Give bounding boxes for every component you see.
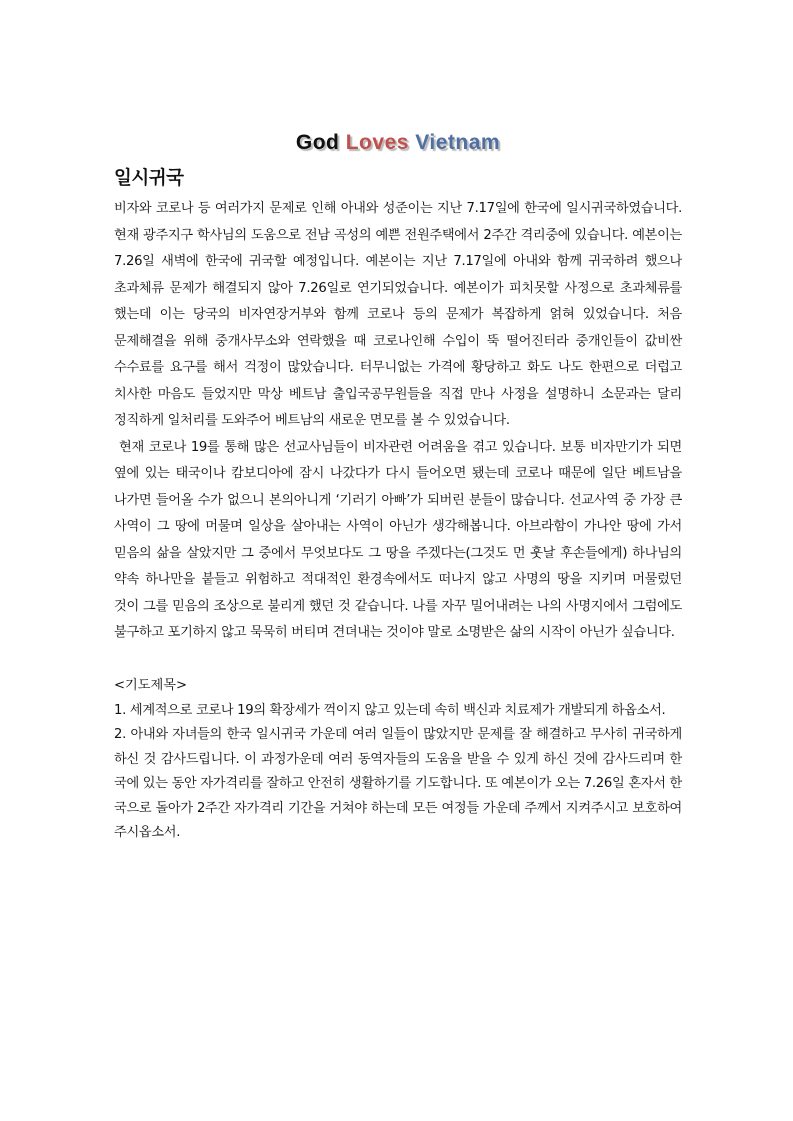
body-paragraph-1: 비자와 코로나 등 여러가지 문제로 인해 아내와 성준이는 지난 7.17일에 한국에 일시귀국하였습니다. 현재 광주지구 학사님의 도움으로 전남 곡성의 예쁜 전원주택에서 2주간 격리중에 있습니다. 예본이는 7.26일 새벽에 한국에 귀국할 예정입니다. 예본이는 지난 7.17일에 아내와 함께 귀국하려 했으나 초과체류 문제가 해결되지 않아 7.26일로 연기되었습니다. 예본이가 피치못할 사정으로 초과체류를 했는데 이는 당국의 비자연장거부와 함께 코로나 등의 문제가 복잡하게 얽혀 있었습니다. 처음 문제해결을 위해 중개사무소와 연락했을 때 코로나인해 수입이 뚝 떨어진터라 중개인들이 값비싼 수수료를 요구를 해서 걱정이 많았습니다. 터무니없는 가격에 황당하고 화도 나도 한편으로 더럽고 치사한 마음도 들었지만 막상 베트남 출입국공무원들을 직접 만나 사정을 설명하니 소문과는 달리 정직하게 일처리를 도와주어 베트남의 새로운 면모를 볼 수 있었습니다. [114, 201, 682, 428]
title-word-loves: Loves [345, 131, 409, 154]
document-title [114, 128, 682, 158]
section-heading: 일시귀국 [114, 168, 184, 189]
prayer-title: <기도제목> [114, 677, 188, 693]
title-word-god: God [295, 131, 340, 154]
title-word-vietnam: Vietnam [415, 131, 501, 154]
body-paragraph-2: 현재 코로나 19를 통해 많은 선교사님들이 비자관련 어려움을 겪고 있습니다. 보통 비자만기가 되면 옆에 있는 태국이나 캄보디아에 잠시 나갔다가 다시 들어오면 됐는데 코로나 때문에 일단 베트남을 나가면 들어올 수가 없으니 본의아니게 ‘기러기 아빠’가 되버린 분들이 많습니다. 선교사역 중 가장 큰 사역이 그 땅에 머물며 일상을 살아내는 사역이 아닌가 생각해봅니다. 아브라함이 가나안 땅에 가서 믿음의 삶을 살았지만 그 중에서 무엇보다도 그 땅을 주겠다는(그것도 먼 훗날 후손들에게) 하나님의 약속 하나만을 붙들고 위험하고 적대적인 환경속에서도 떠나지 않고 사명의 땅을 지키며 머물렀던 것이 그를 믿음의 조상으로 불리게 했던 것 같습니다. 나를 자꾸 밀어내려는 나의 사명지에서 그럼에도 불구하고 포기하지 않고 묵묵히 버티며 견뎌내는 것이야 말로 소명받은 삶의 시작이 아닌가 싶습니다. [114, 439, 682, 640]
document-page [114, 128, 682, 846]
prayer-item-1: 1. 세계적으로 코로나 19의 확장세가 꺽이지 않고 있는데 속히 백신과 치료제가 개발되게 하옵소서. [114, 702, 666, 718]
prayer-item-2: 2. 아내와 자녀들의 한국 일시귀국 가운데 여러 일들이 많았지만 문제를 잘 해결하고 무사히 귀국하게 하신 것 감사드립니다. 이 과정가운데 여러 동역자들의 도움을 받을 수 있게 하신 것에 감사드리며 한국에 있는 동안 자가격리를 잘하고 안전히 생활하기를 기도합니다. 또 예본이가 오는 7.26일 혼자서 한국으로 돌아가 2주간 자가격리 기간을 거쳐야 하는데 모든 여정들 가운데 주께서 지켜주시고 보호하여주시옵소서. [114, 727, 682, 840]
prayer-section [114, 673, 682, 846]
